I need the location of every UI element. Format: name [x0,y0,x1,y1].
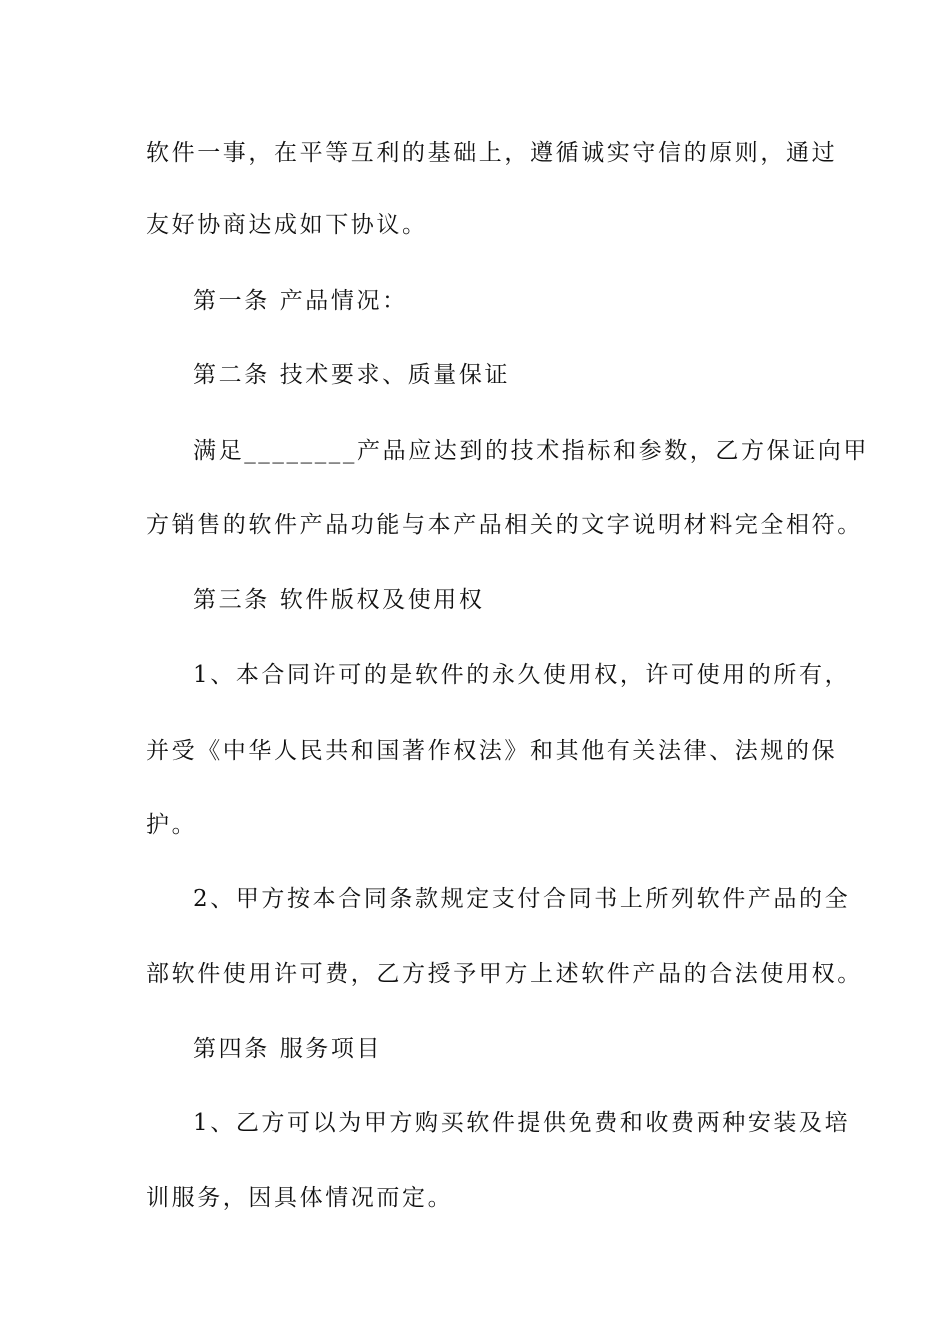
paragraph-line: 软件一事，在平等互利的基础上，遵循诚实守信的原则，通过 [146,140,838,166]
paragraph-line: 1、本合同许可的是软件的永久使用权，许可使用的所有， [193,662,851,688]
paragraph-line: 方销售的软件产品功能与本产品相关的文字说明材料完全相符。 [146,512,863,538]
paragraph-line: 并受《中华人民共和国著作权法》和其他有关法律、法规的保 [146,738,838,764]
article-heading-1: 第一条 产品情况： [193,288,408,314]
paragraph-line: 1、乙方可以为甲方购买软件提供免费和收费两种安装及培 [193,1110,851,1136]
article-heading-2: 第二条 技术要求、质量保证 [193,362,511,388]
paragraph-line: 训服务，因具体情况而定。 [146,1185,454,1211]
article-heading-4: 第四条 服务项目 [193,1036,383,1062]
paragraph-line: 部软件使用许可费，乙方授予甲方上述软件产品的合法使用权。 [146,961,863,987]
paragraph-line: 护。 [146,812,198,838]
article-heading-3: 第三条 软件版权及使用权 [193,587,485,613]
paragraph-line: 满足________产品应达到的技术指标和参数，乙方保证向甲 [193,438,869,464]
paragraph-line: 友好协商达成如下协议。 [146,212,428,238]
paragraph-line: 2、甲方按本合同条款规定支付合同书上所列软件产品的全 [193,886,851,912]
